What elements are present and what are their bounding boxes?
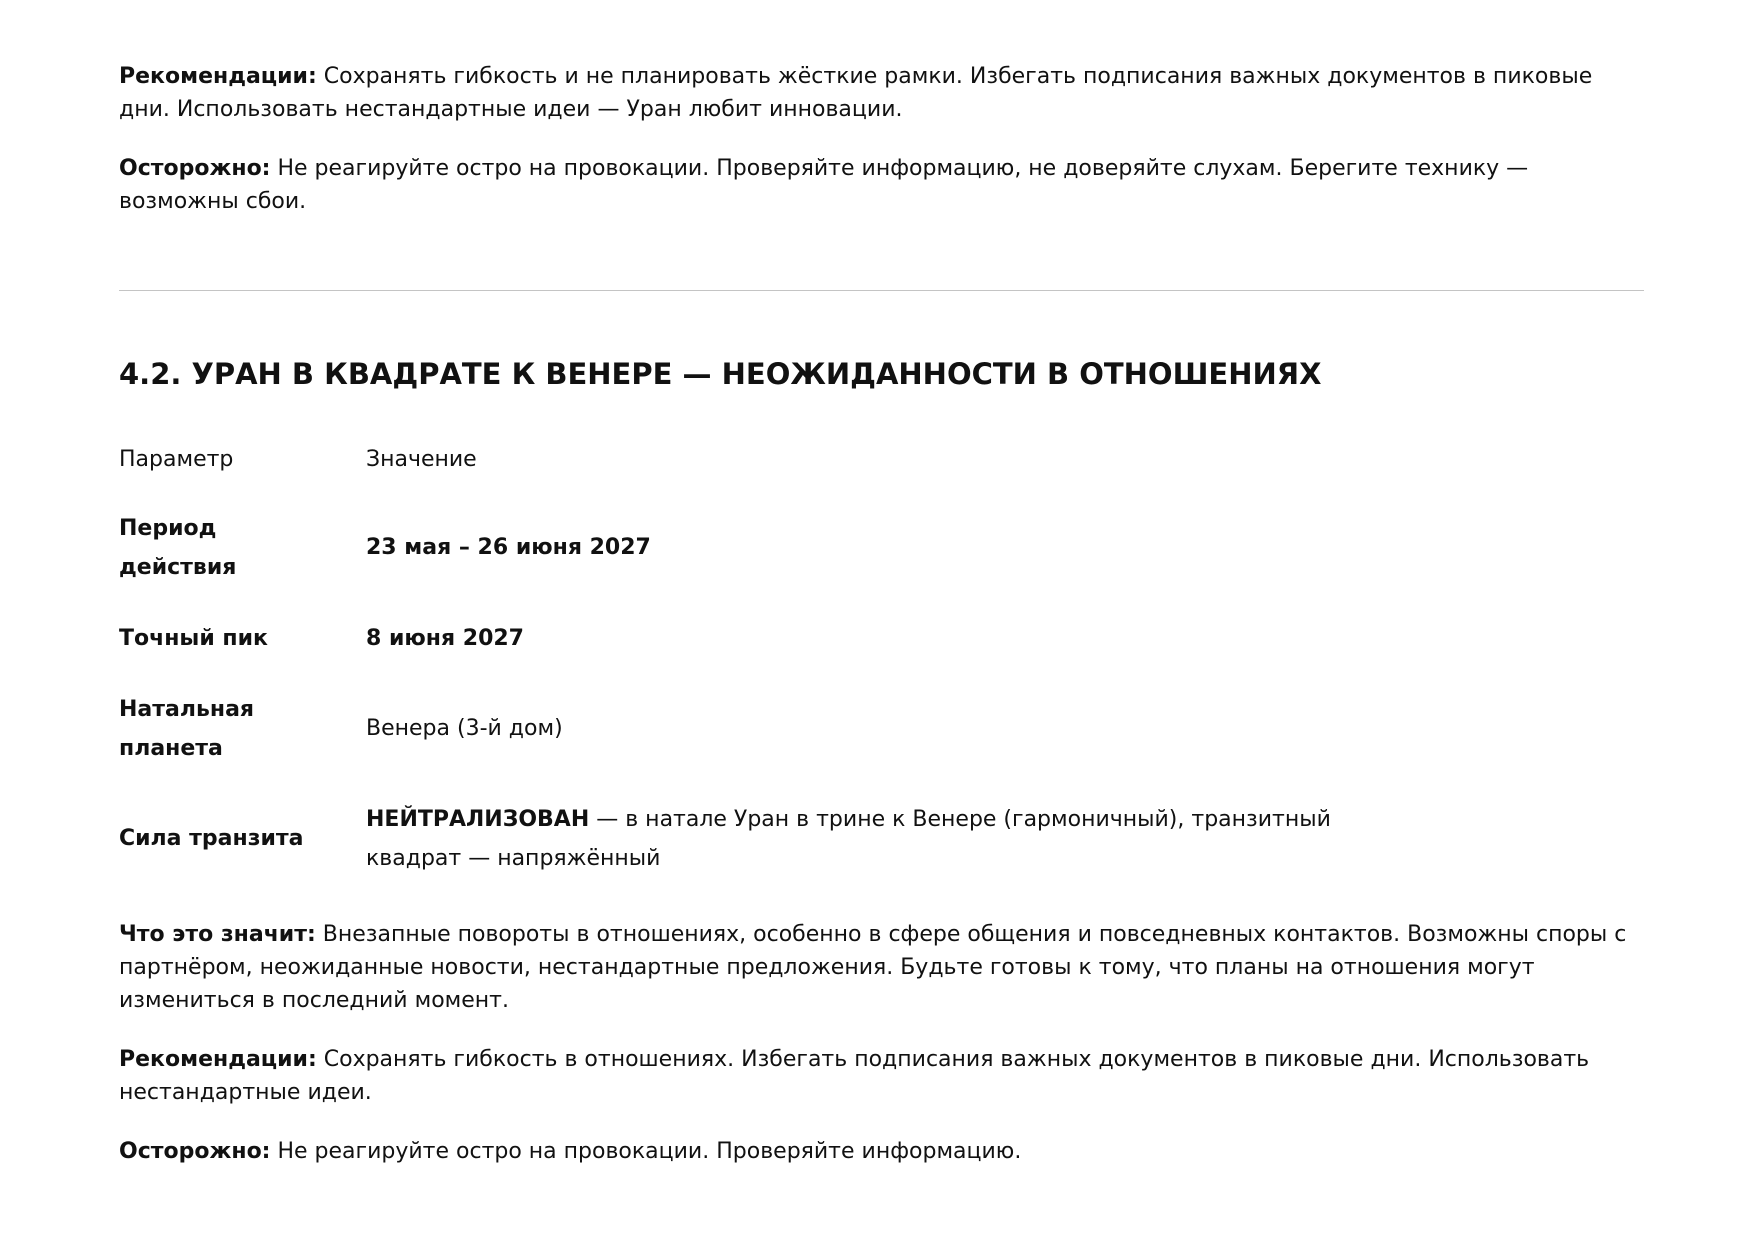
row-period-label <box>119 509 319 587</box>
row-peak-label: Точный пик <box>119 626 268 651</box>
strength-description: — в натале Уран в трине к Венере (гармоничный), транзитный <box>589 807 1331 832</box>
recommendations-paragraph-top <box>119 60 1644 126</box>
row-peak-value: 8 июня 2027 <box>366 626 524 651</box>
row-planet-label-line2: планета <box>119 736 223 761</box>
meaning-label: Что это значит: <box>119 922 316 947</box>
recommendations-text: Сохранять гибкость и не планировать жёсткие рамки. Избегать подписания важных документов в пиковые дни. Использовать нестандартные идеи — Уран любит инновации. <box>119 64 1593 122</box>
caution-paragraph-top <box>119 152 1644 218</box>
meaning-text: Внезапные повороты в отношениях, особенно в сфере общения и повседневных контактов. Возможны споры с партнёром, неожиданные новости, нестандартные предложения. Будьте готовы к тому, что планы на отношения могут измениться в последний момент. <box>119 922 1627 1013</box>
row-strength-value-line2: квадрат — напряжённый <box>366 846 661 871</box>
row-planet-value: Венера (3-й дом) <box>366 716 563 741</box>
section-heading: 4.2. УРАН В КВАДРАТЕ К ВЕНЕРЕ — НЕОЖИДАННОСТИ В ОТНОШЕНИЯХ <box>119 357 1322 391</box>
row-period-label-line2: действия <box>119 555 237 580</box>
recommendations-paragraph <box>119 1043 1644 1109</box>
caution-text: Не реагируйте остро на провокации. Проверяйте информацию, не доверяйте слухам. Берегите технику — возможны сбои. <box>119 156 1529 214</box>
table-header-value: Значение <box>366 447 477 472</box>
caution-text-section: Не реагируйте остро на провокации. Проверяйте информацию. <box>270 1139 1022 1164</box>
caution-paragraph <box>119 1135 1644 1168</box>
recommendations-label: Рекомендации: <box>119 64 317 89</box>
row-planet-label-line1: Натальная <box>119 697 255 722</box>
row-strength-value-line1 <box>366 800 1366 839</box>
row-planet-label <box>119 690 319 768</box>
caution-label-section: Осторожно: <box>119 1139 271 1164</box>
recommendations-label-section: Рекомендации: <box>119 1047 317 1072</box>
meaning-paragraph <box>119 918 1644 1017</box>
row-strength-value <box>366 800 1366 878</box>
row-period-label-line1: Период <box>119 516 217 541</box>
row-period-value: 23 мая – 26 июня 2027 <box>366 535 651 560</box>
table-header-param: Параметр <box>119 447 234 472</box>
row-strength-label: Сила транзита <box>119 826 304 851</box>
strength-status: НЕЙТРАЛИЗОВАН <box>366 807 590 832</box>
caution-label: Осторожно: <box>119 156 271 181</box>
recommendations-text-section: Сохранять гибкость в отношениях. Избегать подписания важных документов в пиковые дни. Использовать нестандартные идеи. <box>119 1047 1590 1105</box>
section-divider <box>119 290 1644 291</box>
